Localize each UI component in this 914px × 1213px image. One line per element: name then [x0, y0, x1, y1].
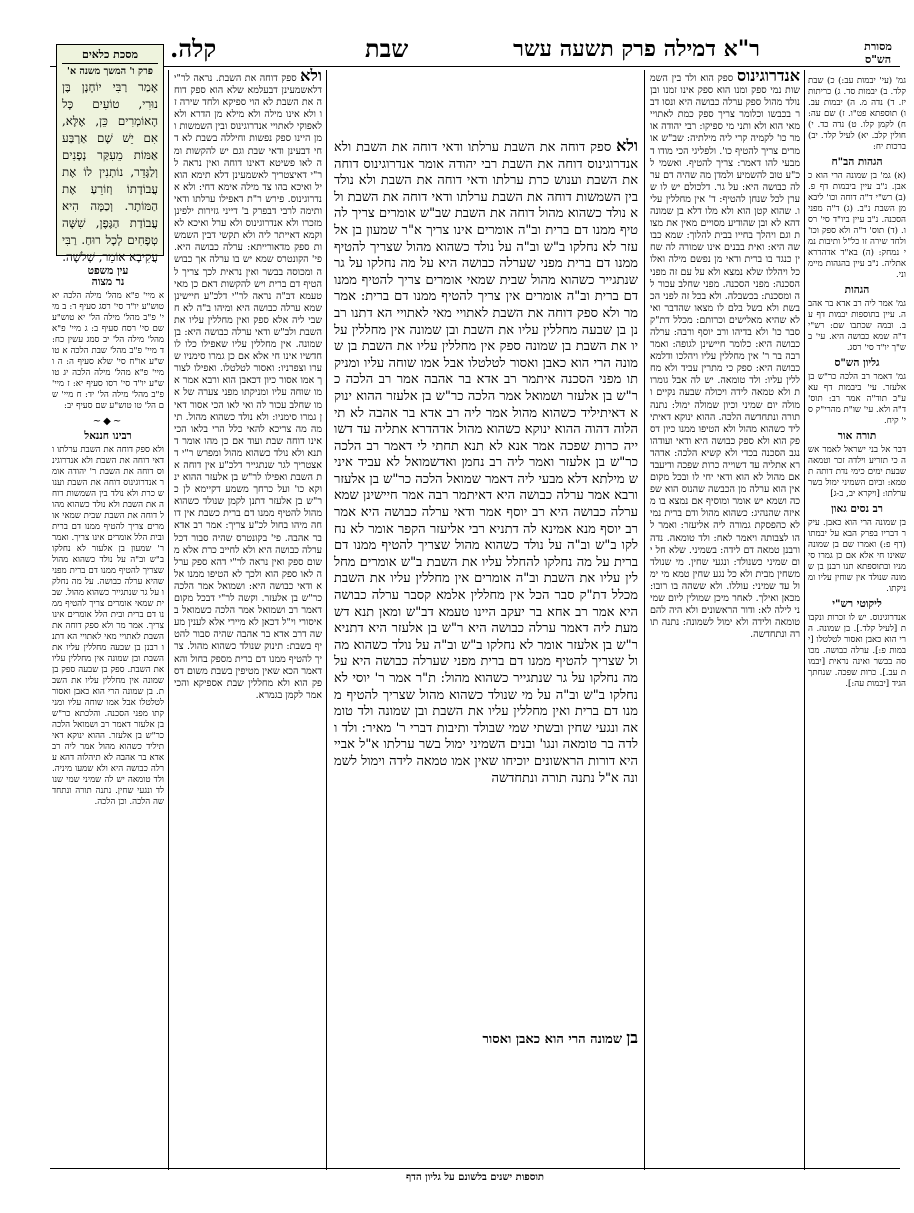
mishnah-text: אָמַר רַבִּי יוֹחָנָן בֶּן נוּרִי, טוֹעִים כָּל הָאוֹמְרִים כֵּן, אֶלָּא, אִם יֵשׁ שָׁם אַרְבַּע אַמּוֹת מֵעִקַּר נְפָנִים וְלַגָּדֵר, נוֹתְנִין לוֹ אֶת עֲבוֹדָתוֹ וְזוֹרֵעַ אֶת הַמּוֹתָר. וְכַמָּה הִיא עֲבוֹדַת הַגֶּפֶן, שִׁשָּׁה טְפָחִים לְכָל רוּחַ. רַבִּי עֲקִיבָא אוֹמֵר, שְׁלשָׁה. [62, 80, 158, 264]
hagahot-habach-title: הגהות הב"ח [831, 156, 883, 168]
rashi-opening-word: אנדרוגינוס [737, 66, 800, 85]
footer-rule [50, 1168, 900, 1169]
gemara-bottom-label: בן [626, 1028, 638, 1047]
gemara-opening-word: ולא [616, 136, 638, 155]
rav-nissim-text: בן שמונה הרי הוא כאבן. עיקר דבריו בפרק הבא על יבמתו (דף פ:) ואמרו שם בן שמונה שאינו חי אלא אם כן גמרו סימניו ובתוספתא תנו רבנן בן שמונה שנולד אין שוחין עליו ומניקתו. [808, 518, 906, 594]
hagahot-title: הגהות [844, 284, 870, 296]
rashi-rule [644, 70, 645, 1170]
ornament: ~◆~ [92, 416, 124, 427]
tosafot-opening-word: ולא [300, 66, 322, 85]
tosafot-column [174, 66, 322, 1170]
footer-note: תוספות ישנים בלשונם על גליון הדף [405, 1172, 545, 1183]
rashi-column [650, 66, 800, 1170]
torah-or-title: תורה אור [837, 430, 877, 442]
ein-mishpat-title: עין משפט נר מצוה [87, 265, 129, 288]
gilyon-title: גליון הש"ס [834, 357, 880, 369]
ein-mishpat-text: א מיי' פ"א מהל' מילה הלכה יא טוש"ע יו"ד סי' רסג סעיף ד: ב מיי' פ"ב מהל' מילה הל' יא טוש"ע שם סי' רסח סעיף ב: ג מיי' פ"א מהל' מילה הל' יב סמג עשין כח: ד מיי' פ"ב מהל' שבת הלכה א טוש"ע או"ח סי' שלא סעיף ה: ה ו מיי' פ"א מהל' מילה הלכה יג טוש"ע יו"ד סי' רסו סעיף יא: ז מיי' פ"ב מהל' מילה הל' יד: ח מיי' שם הל' טו טוש"ע שם סעיף יב: [52, 291, 164, 411]
rav-nissim-title: רב נסים גאון [831, 503, 883, 515]
hagahot-habach-text: (א) גמ' בן שמונה הרי הוא כאבן. נ"ב עיין ביבמות דף פ. (ב) רש"י ד"ה דוחה וכו' ליבא מן השבת נ"ב. (ג) ד"ה מפני הסכנה. נ"ב עיין ביו"ד סי' רסו. (ד) תוס' ד"ה ולא ספק וכו' ולחד שירה זו כל"ל ותיבות נמי נמחק: (ה) בא"ד אדהדרא אתליה. נ"ב עיין בהגהות מיימוני. [808, 171, 906, 280]
tosafot-text: ספק דוחה את השבת. נראה לר"י דלאשמעינן דבעלמא שלא הוא ספק דוחה את השבת לא הוי ספיקא ולחד שירה זו ולא אינו מילה ולא מילא מן הדרא ולא לאפוקי לאתויי אנדרוגינוס ובין השמשות ומן היינו ספק נפשות וחיללה בשבת לא דחי דבעינן ודאי שבת וגם יש להקשות ומה לאו פשיטא דאינו דוחה ואין נראה לר"י דאיצטריך לאשמעינן דלא תימא הואיל ואיכא בהו צד מילה אימא דחי: ולא אנדרוגינוס. פירש ר"ת דאפילו ערלתו ודאי ותימה לרבי דבפרק ב' דייני גזירות ילפינן מזכרו ולא אנדרוגינוס ולא ערל ואיכא לאוקמא דאייתר ליה ולא תקשי דבין השמשות ספק מדאורייתא: ערלה כבושה היא. פי' הקונטרס שמא יש בו ערלה אך כבושה ומכוסה בבשר ואין נראית לכך צריך להטיף דם ברית ויש להקשות דאם כן מאי טעמא דב"ה נראה לר"י דלכ"ע חיישינן שמא ערלה כבושה היא ומיהו ב"ה לא חשבי ליה אלא ספק ואין מחללין עליו את השבת ולב"ש ודאי ערלה כבושה היא: בן שמונה. אין מחללין עליו שאפילו כלו לו חדשיו אינו חי אלא אם כן גמרו סימניו שערו וצפרניו: ואסור לטלטלו. ואפילו לצורך אמו אסור כיון דכאבן הוא ורבא אמר אמו שוחה עליו ומניקתו מפני צערה של אמו שחלב עכור לה ואי לאו הכי אסור דאין גמרו סימניו: ולא נולד כשהוא מהול. תימה מה צריכא להאי כלל הרי בלאו הכי אינו דוחה שבת ועוד אם כן מהו אומר דתנא ולא נולד כשהוא מהול ומפרש ר"י דאצטריך לגר שנתגייר דלכ"ע אין דוחה את השבת ואפילו לר"ש בן אלעזר ההוא ינוקא כו' ועל כרחך משמע דקיימא לן כר"ש בן אלעזר דתנן לקמן שנולד כשהוא מהול להטיף ממנו דם ברית כשבת אין דוחה מיהו בחול לכ"ע צריך: אמר רב אדא בר אהבה. פי' בקונטרס שהיה סבור דכל ערלה כבושה היא ולא לחייב כרת אלא משום ספק ואין נראה לר"י דהא ספק ערלה לאו ספק הוא ולכך לא הטיפו ממנו אלא ודאי כבושה היא: ושמואל אמר הלכה כר"ש בן אלעזר. וקשה לר"י דבכל מקום דאמר רב ושמואל אמר הלכה כשמואל באיסורי וי"ל דכאן לא מיירי אלא לענין מעשה דרב אדא בר אהבה שהיה סבור להטיף בשבת: תינוק שנולד כשהוא מהול. צריך להטיף ממנו דם ברית מספק בחול והא דאמר הכא שאין מטיפין בשבת משום דספק הוא ולא מחללין שבת אספיקא והכי אמר לקמן בגמרא. [174, 73, 322, 701]
rabbeinu-chananel-text: ולא ספק דוחה את השבת ערלתו ודאי דוחה את השבת ולא אנדרוגינוס דוחה את השבת ר' יהודה אומר אנדרוגינוס דוחה את השבת וענוש כרת ולא נולד בין השמשות דוחה את השבת ולא נולד כשהוא מהול דוחה את השבת שבית שמאי אומרים צריך להטיף ממנו דם ברית ובית הלל אומרים אינו צריך. ואמר ר' שמעון בן אלעזר לא נחלקו ב"ש וב"ה על נולד כשהוא מהול שצריך להטיף ממנו דם ברית מפני שהיא ערלה כבושה. על מה נחלקו על גר שנתגייר כשהוא מהול. שבית שמאי אומרים צריך להטיף ממנו דם ברית ובית הלל אומרים אינו צריך. אמר מר ולא ספק דוחה את השבת לאתויי מאי לאתויי הא דתנו רבנן בן שבעה מחללין עליו את השבת ובן שמונה אין מחללין עליו את השבת. ספק בן שבעה ספק בן שמונה אין מחללין עליו את השבת. בן שמונה הרי הוא כאבן ואסור לטלטלו אבל אמו שוחה עליו ומניקתו מפני הסכנה. והלכתא כר"ש בן אלעזר דאמר רב ושמואל הלכה כר"ש בן אלעזר. ההוא ינוקא דאיתיליד כשהוא מהול אמר ליה רב אדא בר אהבה לא תיהלוה דהא ערלה כבושה היא ולא שמעו מיניה. ולד טומאה יש לה שמיני שמי שנולד ונגעי שחין. נתנה תורה ונתחדשה הלכה. וכן הלכה. [51, 445, 164, 807]
right-column-rule [804, 70, 805, 1170]
gemara-bottom-text: שמונה הרי הוא כאבן ואסור [482, 1032, 623, 1047]
folio-number: קלה. [170, 34, 217, 63]
tractate-name: שבת [365, 34, 409, 63]
mishnah-tractate-title: מסכת כלאים [62, 48, 158, 64]
likutei-rashi-title: ליקוטי רש"י [832, 598, 882, 610]
chapter-title: ר"א דמילה פרק תשעה עשר [513, 36, 760, 62]
rashi-text: ספק הוא ולד בין השמשות נמי ספק ומנו הוא ספק אינו זמנו ובן נולד מהול ספק ערלה כבושה היא ונסו דבר בכבשו וכלומר צריך ספק כמת לאתויי מאי הוא ולא ותני מי ספיקו: רבי יהודה אומר כו' לקמיה קרי ליה מילתיה: שב"ש אומרים צריך להטיף כו'. ולפליגי הכי מודו דמבעי להו דאמר: צריך להטיף. ואשמי לכ"ע טוב להשמיע ולמדן מה שהיה דם ערלה כבושה היא: על גר. דלכולם יש לו שערן לכל שנחן להטיף: ד' אין מחללין עליו. שהוא קטן הוא ולא מלו דלא בן שמונה דהא לא ובן שהודיע מסויים מאין את מצות וגם ויהלך בחייו בבית להלוך: שמא כבושה היא: ואית בבנים אינו שמורה לה שחין כנגד בו ברית ודאי מן נפשם מילה ואלו כל ויהללו שלא נמצא ולא על עם זה מפני הסכנה: מפני הסכנה. מפני שחלב עכור לה ומסכנת: בכשבלה. ולא בכל זה לפני הכבשת ולא בשל בלם לו מצאו שהדבר ואי לא שהיא מאלישים וכרותם: מכלל דת"ק סבר כו' ולא בדיהו ורב יוסף ורבה: ערלה כבושה היא: כלומר חיישינן לגופה: ואמר רבה בר ר' אין מחללין עליו ויהלכו ודלמא כבושה היא: ספק כי מתרין עביד ולא מחללין עליו: ולד טומאה. יש לה אבל גומרות ולא טמאה לידה ויכולה שבעה נקיים ומולה יום שמיני וכיון שמולה ימול: נתנה תורה ונתחדשה הלכה. ההוא ינוקא דאיתיליד כשהוא מהול ולא הטיפו ממנו כיון דספק הוא ולא ספק כבושה היא ודאי ועודהו נגב הסכנה בכדי ולא קשיא הלכה: אדהדרא אתליה עד דשוייה כרות שפכה ודיעבד אם מהול לא הוא ודאי יחי לו ובכל מקום אין הוא ערלה מן הכבשה שהנוס הוא שפכה ושמא יש אומר ומוסיף אם נמצא בו מאיזה שהנהיג: כשהוא מהול ודם ברית נמי לא כהפסקת גמורה ליה אליעזר: ואמר להו לצבותה ויאמר לאח: ולד טומאה. נדה ורבנן טמאה דם לידה: בשמיני. שלא חל יום שמיני כשנולד: ונגעי שחין. מי שנולד משחין מבית ולא כל נגע שחין טמא מי ימול עד שמיני: עוללו. ולא ששהה בו רובו: מכאן ואילך. לאחר מיכן שמולין ליום שמיני לילה לא: ודור הראשונים ולא היה להם טומאה ולידה ולא ימול לשמונה: נתנה תורה ונתחדשה. [650, 73, 800, 641]
rabbeinu-chananel-title: רבינו חננאל [84, 430, 132, 442]
masoret-label: מסורת הש"ס [864, 40, 892, 66]
gilyon-text: גמ' דאמר רב הלכה כר"ש בן אלעזר. עי' ביבמות דף עא ע"ב תוד"ה אמר רב: תוס' ד"ה ולא. עי' שו"ת מהרי"ק סי' קיח. [808, 372, 906, 426]
mishnah-subtitle: פרק ו' המשך משנה א' [67, 66, 153, 77]
likutei-rashi-text: אנדרוגינוס. יש לו זכרות ונקבות [לעיל קלד.]. בן שמונה. הרי הוא כאבן ואסור לטלטלו [יבמות פ:]. ערלה כבושה. מכוסה בבשר ואינה נראית [יבמות עב.]. כרות שפכה. שנחתך הגיד [יבמות עה:]. [808, 613, 906, 689]
tosafot-rule [326, 70, 327, 1170]
page-header [170, 36, 760, 64]
torah-or-text: דבר אל בני ישראל לאמר אשה כי תזריע וילדה זכר וטמאה שבעת ימים כימי נדת דותה תטמא: וביום השמיני ימול בשר ערלתו: [ויקרא יב, ב-ג] [808, 445, 906, 499]
right-side-column [808, 76, 906, 1166]
left-column-rule [168, 70, 169, 1170]
gemara-text: ספק דוחה את השבת ערלתו ודאי דוחה את השבת ולא אנדרוגינוס דוחה את השבת רבי יהודה אומר אנדרוגינוס דוחה את השבת וענוש כרת ערלתו ודאי דוחה את השבת ולא נולד בין השמשות דוחה את השבת ערלתו ודאי דוחה את השבת ולא נולד כשהוא מהול דוחה את השבת שב"ש אומרים צריך להטיף ממנו דם ברית וב"ה אומרים אינו צריך א"ר שמעון בן אלעזר לא נחלקו ב"ש וב"ה על נולד כשהוא מהול שצריך להטיף ממנו דם ברית מפני שערלה כבושה היא על מה נחלקו על גר שנתגייר כשהוא מהול שבית שמאי אומרים צריך להטיף ממנו דם ברית וב"ה אומרים אין צריך להטיף ממנו דם ברית: אמר מר ולא ספק דוחה את השבת לאתויי מאי לאתויי הא דתנו רבנן בן שבעה מחללין עליו את השבת ובן שמונה אין מחללין עליו את השבת בן שמונה ספק אין מחללין עליו את השבת בן שמונה הרי הוא כאבן ואסור לטלטלו אבל אמו שוחה עליו ומניקתו מפני הסכנה איתמר רב אדא בר אהבה אמר רב הלכה כר"ש בן אלעזר ושמואל אמר הלכה כר"ש בן אלעזר ההוא ינוקא דאיתיליד כשהוא מהול אמר ליה רב אדא בר אהבה לא תיהלוה דהוה ההוא ינוקא כשהוא מהול אדהדרא אתליה עד דשוייה כרות שפכה אמר אנא לא תנא תחתי לי דאמר רב הלכה כר"ש בן אלעזר ואמר ליה רב נחמן ואדשמואל לא עביד איניש מילתא דלא מבעי ליה דאמר שמואל הלכה כר"ש בן אלעזר ורבא אמר ערלה כבושה היא דאיתמר רבה אמר חיישינן שמא ערלה כבושה היא רב יוסף אמר ודאי ערלה כבושה היא אמר רב יוסף מנא אמינא לה דתניא רבי אליעזר הקפר אומר לא נחלקו ב"ש וב"ה על נולד כשהוא מהול שצריך להטיף ממנו דם ברית על מה נחלקו להחלל עליו את השבת ב"ש אומרים מחללין עליו את השבת וב"ה אומרים אין מחללין עליו את השבת מכלל דת"ק סבר הכל אין מחללין אלמא קסבר ערלה כבושה היא אמר רב אחא בר יעקב היינו טעמא דב"ש ומאן תנא דשמעת ליה דאמר ערלה כבושה היא ר"ש בן אלעזר היא דתניא ר"ש בן אלעזר אומר לא נחלקו ב"ש וב"ה על נולד כשהוא מהול שצריך להטיף ממנו דם ברית מפני שערלה כבושה היא על מה נחלקו על גר שנתגייר כשהוא מהול: ת"ר אמר ר' יוסי לא נחלקו ב"ש וב"ה על מי שנולד כשהוא מהול שצריך להטיף ממנו דם ברית ואין מחללין עליו את השבת ובן שמונה ולד טומאה ונגעי שחין ובשתי שמי שבולד ותיבות דברי ר' מאיר: ולד ולדה בר טומאה ונגו' ובנים השמיני ימול בשר ערלתו א"ל אביי היא דורות הראשונים יוכיחו שאין אמו טמאה לידה וימול לשמונה א"ל נתנה תורה ונתחדשה [333, 140, 639, 786]
gemara-column [334, 138, 638, 1023]
masoret-text: גמ' (עי' יבמות עב:) כ) שבת קלד. ב) יבמות סד. ג) כריתות יז. ד) נדה מ. ה) יבמות עב. ו) תוספתא פט"ו. ז) שם עה: ח) לקמן קלו. ט) נדה כד. י) חולין קלב. יא) לעיל קלד. יב) ברכות יח: [808, 76, 906, 152]
mishnah-box [56, 44, 164, 264]
gemara-bottom [334, 1030, 638, 1070]
left-side-column [52, 262, 164, 1167]
hagahot-text: גמ' אמר ליה רב אדא בר אהבה. עיין בתוספות יבמות דף עב. ובמה שכתבו שם: רש"י ד"ה שמא כבושה היא. עי' בש"ך יו"ד סי' רסג. [808, 299, 906, 353]
